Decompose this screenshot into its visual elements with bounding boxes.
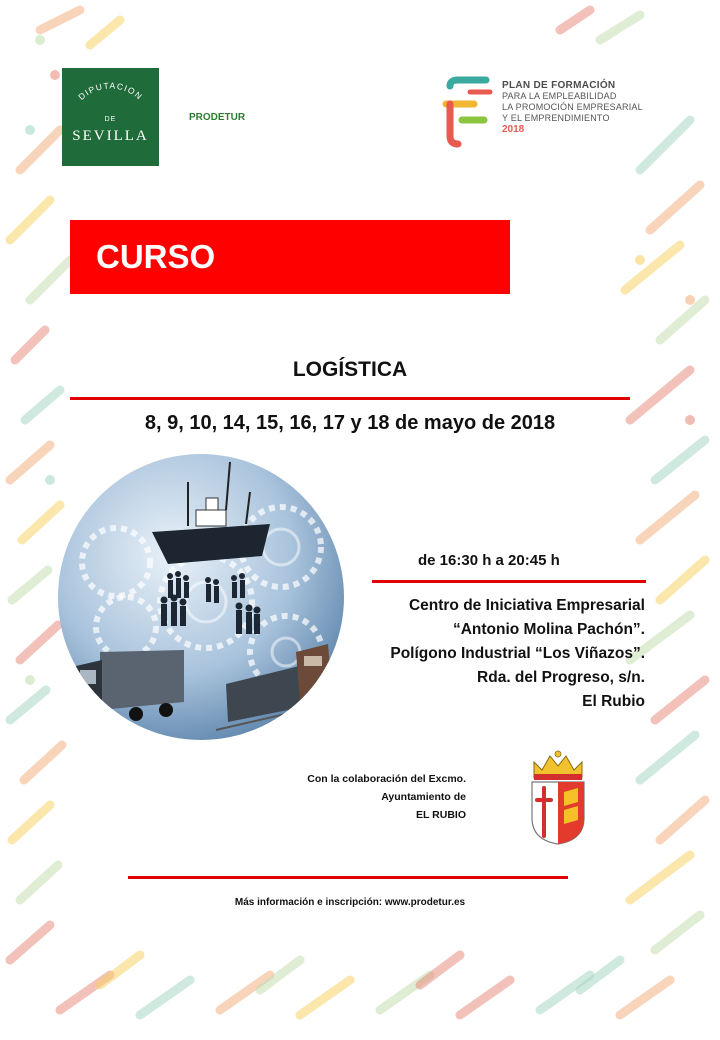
prodetur-label: PRODETUR <box>189 112 246 123</box>
collab-line-2: Ayuntamiento de <box>381 791 466 803</box>
decor-dot <box>35 35 45 45</box>
decor-dot <box>25 675 35 685</box>
venue-line-4: Rda. del Progreso, s/n. <box>477 669 645 686</box>
divider-rule <box>372 580 646 583</box>
decor-stripe <box>650 185 700 230</box>
decor-dot <box>685 295 695 305</box>
divider-rule <box>128 876 568 879</box>
curso-banner <box>70 220 510 294</box>
venue-address <box>360 594 645 714</box>
plan-formacion-icon <box>440 74 498 150</box>
decor-dot <box>25 125 35 135</box>
venue-line-5: El Rubio <box>582 693 645 710</box>
diputacion-de: DE <box>104 116 117 123</box>
decor-dot <box>45 475 55 485</box>
decor-stripe <box>30 260 70 300</box>
decor-stripe <box>20 130 60 170</box>
course-title: LOGÍSTICA <box>292 358 408 381</box>
decor-stripe <box>660 800 705 840</box>
decor-stripe <box>655 915 700 950</box>
plan-line-3: LA PROMOCIÓN EMPRESARIAL <box>502 102 643 112</box>
decor-stripe <box>12 570 48 600</box>
decor-stripe <box>10 925 50 960</box>
decor-stripe <box>100 955 140 985</box>
decor-stripe <box>625 245 680 290</box>
decor-dot <box>50 70 60 80</box>
decor-stripe <box>640 735 695 780</box>
decor-stripe <box>15 330 45 360</box>
decor-stripe <box>420 955 460 985</box>
decor-stripe <box>655 440 705 480</box>
decor-stripe <box>660 560 705 600</box>
svg-text:DIPUTACION <box>76 80 145 101</box>
divider-rule <box>70 397 630 400</box>
el-rubio-crest-icon <box>528 748 588 846</box>
decor-dot <box>635 255 645 265</box>
diputacion-sevilla-logo <box>62 68 159 166</box>
decor-stripe <box>620 980 670 1015</box>
venue-line-2: “Antonio Molina Pachón”. <box>452 621 645 638</box>
decor-stripe <box>600 15 640 40</box>
plan-line-1: PLAN DE FORMACIÓN <box>502 80 616 91</box>
decor-stripe <box>10 690 46 720</box>
plan-formacion-text <box>502 80 643 135</box>
diputacion-arc-text <box>62 74 159 114</box>
schedule-time: de 16:30 h a 20:45 h <box>418 552 560 569</box>
collaboration-text <box>270 770 466 824</box>
decor-stripe <box>20 625 58 660</box>
venue-line-1: Centro de Iniciativa Empresarial <box>408 597 645 614</box>
decor-stripe <box>660 300 705 340</box>
decor-stripe <box>10 200 50 240</box>
diputacion-city: SEVILLA <box>72 128 149 144</box>
collab-line-3: EL RUBIO <box>416 809 466 821</box>
diputacion-arc-label: DIPUTACION <box>76 80 145 102</box>
course-dates: 8, 9, 10, 14, 15, 16, 17 y 18 de mayo de 2018 <box>144 412 556 434</box>
decor-stripe <box>20 865 58 900</box>
venue-line-3: Polígono Industrial “Los Viñazos”. <box>390 645 645 662</box>
collab-line-1: Con la colaboración del Excmo. <box>307 773 466 785</box>
decor-stripe <box>10 445 50 480</box>
plan-year: 2018 <box>502 124 525 135</box>
decor-stripe <box>560 10 590 30</box>
decor-stripe <box>40 10 80 30</box>
logistics-illustration <box>56 452 346 742</box>
decor-stripe <box>300 980 350 1015</box>
plan-line-4: Y EL EMPRENDIMIENTO <box>502 113 610 123</box>
decor-stripe <box>90 20 120 45</box>
decor-stripe <box>24 745 62 780</box>
decor-stripe <box>655 680 705 720</box>
curso-label: CURSO <box>96 238 216 275</box>
decor-stripe <box>630 855 690 900</box>
more-info-text: Más información e inscripción: www.prodetur.es <box>234 897 466 908</box>
decor-stripe <box>640 495 695 540</box>
decor-stripe <box>140 980 190 1015</box>
decor-stripe <box>640 120 690 170</box>
decor-stripe <box>12 805 50 840</box>
plan-line-2: PARA LA EMPLEABILIDAD <box>502 91 617 101</box>
decor-stripe <box>22 505 60 540</box>
decor-stripe <box>460 980 510 1015</box>
